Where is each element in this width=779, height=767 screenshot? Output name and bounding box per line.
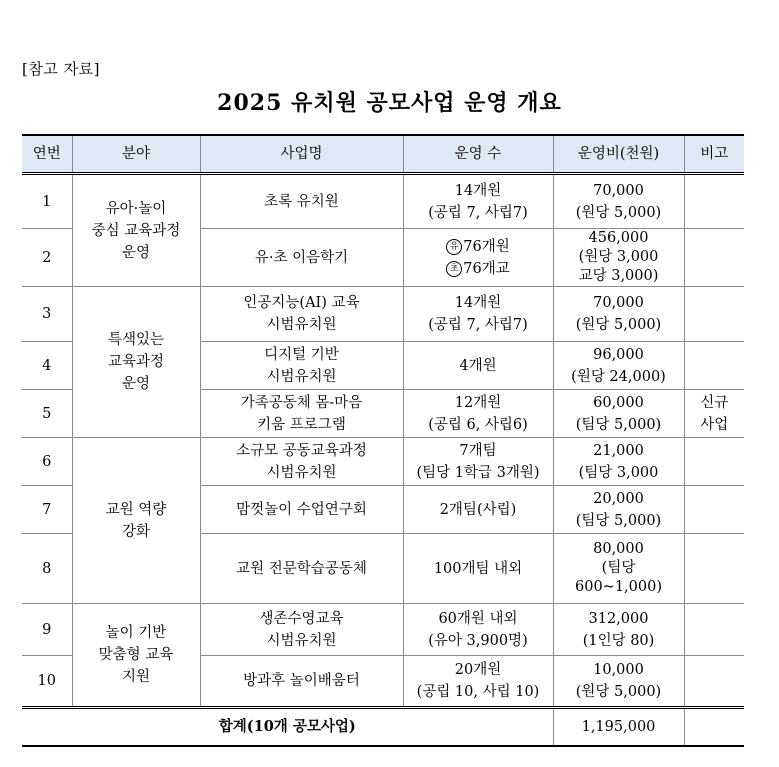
- program-cost: 70,000 (원당 5,000): [553, 174, 684, 229]
- count-line-school: [406, 258, 551, 280]
- row-no: 5: [22, 390, 72, 438]
- header-count: 운영 수: [403, 135, 553, 174]
- program-count: 14개원 (공립 7, 사립7): [403, 287, 553, 342]
- row-no: 4: [22, 342, 72, 390]
- field-cell: 특색있는 교육과정 운영: [72, 287, 200, 438]
- program-name: 방과후 놀이배움터: [200, 656, 403, 708]
- program-name: 초록 유치원: [200, 174, 403, 229]
- program-note: [684, 342, 744, 390]
- program-name: 교원 전문학습공동체: [200, 534, 403, 604]
- table-row: [22, 287, 744, 342]
- program-note: [684, 229, 744, 287]
- program-count: 12개원 (공립 6, 사립6): [403, 390, 553, 438]
- row-no: 9: [22, 604, 72, 656]
- program-name: 가족공동체 몸-마음 키움 프로그램: [200, 390, 403, 438]
- program-name: 유·초 이음학기: [200, 229, 403, 287]
- program-name: 맘껏놀이 수업연구회: [200, 486, 403, 534]
- program-note: [684, 174, 744, 229]
- program-count: [403, 229, 553, 287]
- row-no: 2: [22, 229, 72, 287]
- program-cost: 21,000 (팀당 3,000: [553, 438, 684, 486]
- program-cost: 96,000 (원당 24,000): [553, 342, 684, 390]
- program-name: 생존수영교육 시범유치원: [200, 604, 403, 656]
- total-cost: 1,195,000: [553, 708, 684, 747]
- program-count: 60개원 내외 (유아 3,900명): [403, 604, 553, 656]
- field-cell: 교원 역량 강화: [72, 438, 200, 604]
- program-name: 소규모 공동교육과정 시범유치원: [200, 438, 403, 486]
- table-row: [22, 438, 744, 486]
- row-no: 6: [22, 438, 72, 486]
- table-row: [22, 604, 744, 656]
- header-no: 연번: [22, 135, 72, 174]
- program-name: 디지털 기반 시범유치원: [200, 342, 403, 390]
- program-cost: 80,000 (팀당 600~1,000): [553, 534, 684, 604]
- total-note: [684, 708, 744, 747]
- row-no: 3: [22, 287, 72, 342]
- program-note: [684, 604, 744, 656]
- table-header-row: [22, 135, 744, 174]
- row-no: 1: [22, 174, 72, 229]
- program-count: 4개원: [403, 342, 553, 390]
- row-no: 10: [22, 656, 72, 708]
- program-overview-table: [22, 134, 744, 747]
- header-field: 분야: [72, 135, 200, 174]
- program-note: [684, 287, 744, 342]
- program-note: [684, 534, 744, 604]
- program-count: 2개팀(사립): [403, 486, 553, 534]
- program-cost: 20,000 (팀당 5,000): [553, 486, 684, 534]
- row-no: 8: [22, 534, 72, 604]
- count-school: 76개교: [463, 260, 510, 277]
- program-cost: 70,000 (원당 5,000): [553, 287, 684, 342]
- program-count: 14개원 (공립 7, 사립7): [403, 174, 553, 229]
- count-line-kindergarten: [406, 236, 551, 258]
- program-count: 100개팀 내외: [403, 534, 553, 604]
- count-kindergarten: 76개원: [463, 238, 510, 255]
- circled-elementary-icon: 초: [446, 261, 462, 277]
- header-note: 비고: [684, 135, 744, 174]
- program-count: 20개원 (공립 10, 사립 10): [403, 656, 553, 708]
- program-note: [684, 438, 744, 486]
- header-cost: 운영비(천원): [553, 135, 684, 174]
- program-note: [684, 486, 744, 534]
- total-label: 합계(10개 공모사업): [22, 708, 553, 747]
- page-title: 2025 유치원 공모사업 운영 개요: [217, 90, 562, 116]
- field-cell: 유아·놀이 중심 교육과정 운영: [72, 174, 200, 287]
- program-note: [684, 656, 744, 708]
- program-cost: 312,000 (1인당 80): [553, 604, 684, 656]
- field-cell: 놀이 기반 맞춤형 교육 지원: [72, 604, 200, 708]
- row-no: 7: [22, 486, 72, 534]
- program-note: 신규 사업: [684, 390, 744, 438]
- header-program-name: 사업명: [200, 135, 403, 174]
- circled-kindergarten-icon: 유: [446, 239, 462, 255]
- program-cost: 456,000 (원당 3,000 교당 3,000): [553, 229, 684, 287]
- program-count: 7개팀 (팀당 1학급 3개원): [403, 438, 553, 486]
- table-row: [22, 174, 744, 229]
- total-row: [22, 708, 744, 747]
- program-name: 인공지능(AI) 교육 시범유치원: [200, 287, 403, 342]
- program-cost: 10,000 (원당 5,000): [553, 656, 684, 708]
- program-cost: 60,000 (팀당 5,000): [553, 390, 684, 438]
- reference-label: [참고 자료]: [22, 60, 100, 78]
